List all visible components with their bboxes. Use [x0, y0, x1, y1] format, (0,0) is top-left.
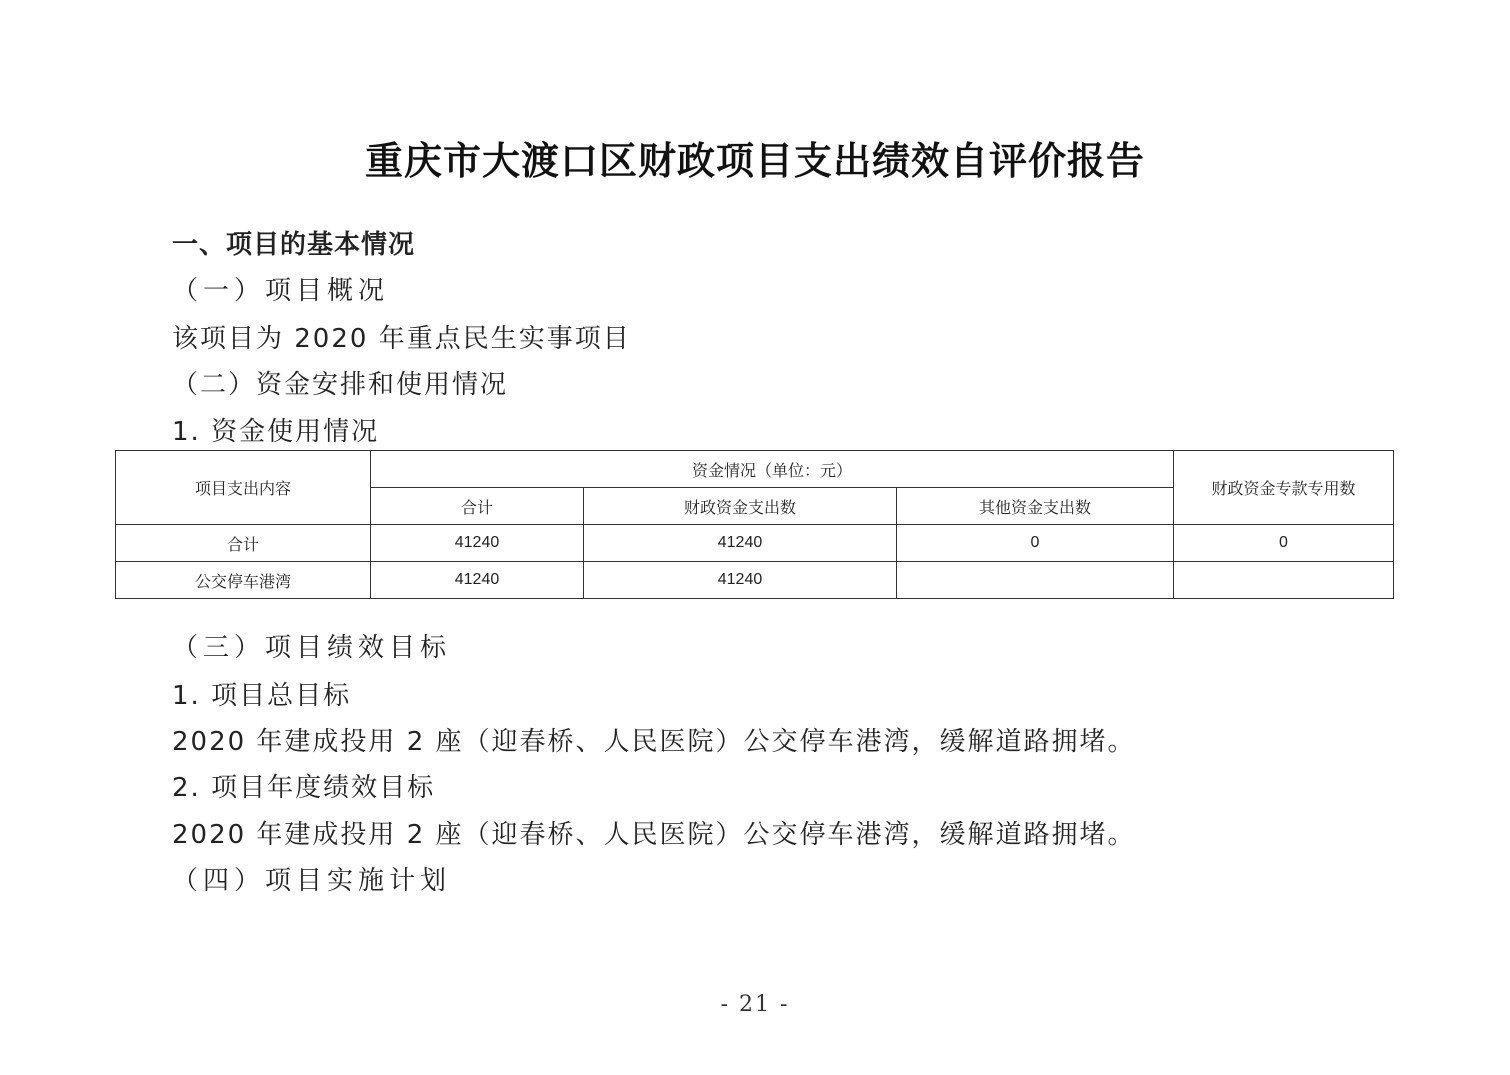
cell-content: 公交停车港湾: [116, 562, 371, 599]
cell-fiscal: 41240: [584, 562, 897, 599]
table-row: [116, 562, 1394, 599]
cell-content: 合计: [116, 525, 371, 562]
cell-other: 0: [897, 525, 1174, 562]
report-title: 重庆市大渡口区财政项目支出绩效自评价报告: [364, 138, 1145, 183]
subheading-fund-arrangement: （二）资金安排和使用情况: [172, 370, 509, 400]
table-header-row: [116, 451, 1394, 488]
annual-goal-text: 2020 年建成投用 2 座（迎春桥、人民医院）公交停车港湾，缓解道路拥堵。: [172, 820, 1136, 850]
header-total: 合计: [371, 488, 584, 525]
fund-usage-heading: 1. 资金使用情况: [172, 417, 380, 447]
overall-goal-text: 2020 年建成投用 2 座（迎春桥、人民医院）公交停车港湾，缓解道路拥堵。: [172, 727, 1136, 757]
overall-goal-heading: 1. 项目总目标: [172, 681, 352, 711]
subheading-performance-goals: （三）项目绩效目标: [172, 633, 452, 663]
header-other: 其他资金支出数: [897, 488, 1174, 525]
header-content: 项目支出内容: [116, 451, 371, 525]
page-number: - 21 -: [720, 992, 790, 1017]
subheading-project-overview: （一）项目概况: [172, 276, 390, 306]
cell-special: [1174, 562, 1394, 599]
fund-usage-table: [115, 450, 1394, 599]
cell-special: 0: [1174, 525, 1394, 562]
cell-total: 41240: [371, 562, 584, 599]
subheading-implementation-plan: （四）项目实施计划: [172, 866, 452, 896]
cell-fiscal: 41240: [584, 525, 897, 562]
project-overview-text: 该项目为 2020 年重点民生实事项目: [172, 324, 631, 354]
cell-other: [897, 562, 1174, 599]
section-heading-basic-info: 一、项目的基本情况: [172, 230, 416, 260]
header-fiscal: 财政资金支出数: [584, 488, 897, 525]
header-fund-group: 资金情况（单位：元）: [371, 451, 1174, 488]
cell-total: 41240: [371, 525, 584, 562]
table-row: [116, 525, 1394, 562]
header-special: 财政资金专款专用数: [1174, 451, 1394, 525]
annual-goal-heading: 2. 项目年度绩效目标: [172, 773, 436, 803]
